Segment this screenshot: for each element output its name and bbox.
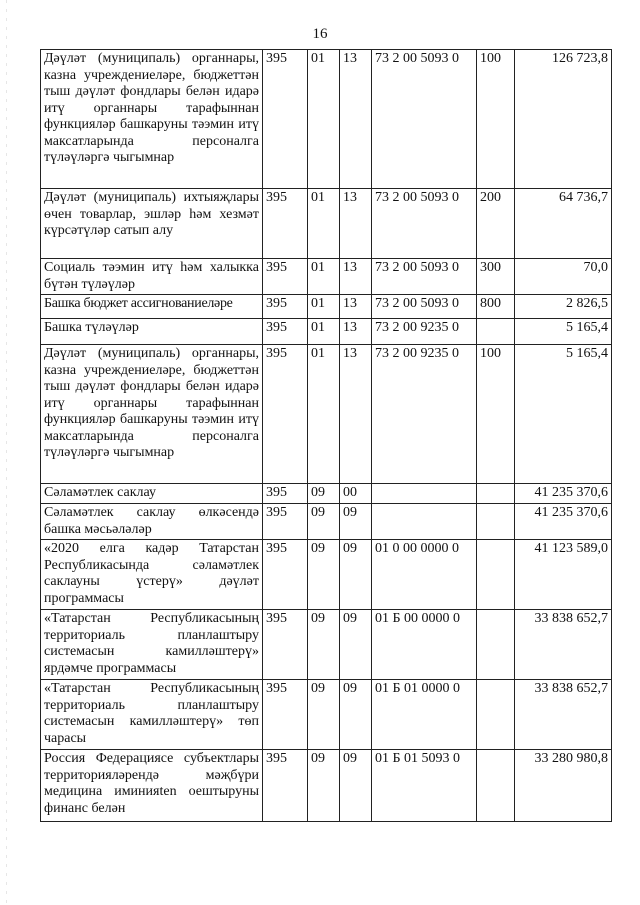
- row-section: 09: [308, 610, 340, 680]
- row-amount: 64 736,7: [515, 189, 612, 259]
- row-section: 09: [308, 540, 340, 610]
- row-subsection: 00: [340, 484, 372, 504]
- table-row: [41, 504, 612, 540]
- row-target: 73 2 00 9235 0: [372, 345, 477, 484]
- row-name: «2020 елга кадәр Татарстан Республикасында сәламәтлек саклауны үстерү» дәүләт программасы: [41, 540, 263, 610]
- row-ministry: 395: [263, 540, 308, 610]
- row-vid: [477, 484, 515, 504]
- row-target: [372, 484, 477, 504]
- row-ministry: 395: [263, 259, 308, 295]
- row-name: Дәүләт (муниципаль) органнары, казна учреждениеләре, бюджеттән тыш дәүләт фондлары белән идарә итү органнары тарафыннан функцияләр башкаруны тәэмин итү максатларында персоналга түләүләргә чыгымнар: [41, 345, 263, 484]
- table-row: [41, 750, 612, 822]
- table-row: [41, 484, 612, 504]
- row-ministry: 395: [263, 504, 308, 540]
- row-amount: 33 838 652,7: [515, 680, 612, 750]
- row-subsection: 09: [340, 680, 372, 750]
- table-row: [41, 610, 612, 680]
- row-section: 09: [308, 484, 340, 504]
- row-target: 73 2 00 5093 0: [372, 50, 477, 189]
- row-ministry: 395: [263, 50, 308, 189]
- table-row: [41, 295, 612, 319]
- row-name: Дәүләт (муниципаль) органнары, казна учреждениеләре, бюджеттән тыш дәүләт фондлары белән идарә итү органнары тарафыннан функцияләр башкаруны тәэмин итү максатларында персоналга түләүләргә чыгымнар: [41, 50, 263, 189]
- row-vid: [477, 504, 515, 540]
- row-vid: 800: [477, 295, 515, 319]
- row-vid: 100: [477, 345, 515, 484]
- row-amount: 70,0: [515, 259, 612, 295]
- row-name: Дәүләт (муниципаль) ихтыяҗлары өчен товарлар, эшләр һәм хезмәт күрсәтүләр сатып алу: [41, 189, 263, 259]
- row-vid: [477, 610, 515, 680]
- table-row: [41, 319, 612, 345]
- row-amount: 41 123 589,0: [515, 540, 612, 610]
- row-vid: [477, 680, 515, 750]
- table-row: [41, 50, 612, 189]
- row-section: 01: [308, 345, 340, 484]
- row-ministry: 395: [263, 750, 308, 822]
- row-subsection: 09: [340, 540, 372, 610]
- row-target: [372, 504, 477, 540]
- row-vid: 200: [477, 189, 515, 259]
- row-section: 01: [308, 189, 340, 259]
- row-subsection: 13: [340, 319, 372, 345]
- row-section: 01: [308, 50, 340, 189]
- row-vid: [477, 319, 515, 345]
- row-amount: 5 165,4: [515, 319, 612, 345]
- row-target: 01 Б 01 0000 0: [372, 680, 477, 750]
- row-vid: 100: [477, 50, 515, 189]
- scan-edge-artifact: [6, 0, 7, 905]
- row-target: 73 2 00 5093 0: [372, 295, 477, 319]
- page-number: 16: [312, 26, 328, 42]
- row-name: «Татарстан Республикасының территориаль планлаштыру системасын камилләштерү» төп чарасы: [41, 680, 263, 750]
- row-name: Башка түләүләр: [41, 319, 263, 345]
- row-amount: 33 838 652,7: [515, 610, 612, 680]
- row-subsection: 13: [340, 189, 372, 259]
- row-amount: 2 826,5: [515, 295, 612, 319]
- row-amount: 41 235 370,6: [515, 504, 612, 540]
- row-target: 01 Б 01 5093 0: [372, 750, 477, 822]
- row-vid: [477, 750, 515, 822]
- row-amount: 126 723,8: [515, 50, 612, 189]
- table-row: [41, 680, 612, 750]
- table-row: [41, 540, 612, 610]
- row-ministry: 395: [263, 295, 308, 319]
- table-row: [41, 189, 612, 259]
- budget-table: [40, 49, 612, 822]
- row-vid: 300: [477, 259, 515, 295]
- row-name: «Татарстан Республикасының территориаль планлаштыру системасын камилләштерү» ярдәмче программасы: [41, 610, 263, 680]
- row-subsection: 13: [340, 345, 372, 484]
- row-amount: 33 280 980,8: [515, 750, 612, 822]
- row-subsection: 09: [340, 610, 372, 680]
- row-subsection: 09: [340, 504, 372, 540]
- row-vid: [477, 540, 515, 610]
- row-subsection: 13: [340, 259, 372, 295]
- row-target: 01 0 00 0000 0: [372, 540, 477, 610]
- row-target: 73 2 00 9235 0: [372, 319, 477, 345]
- row-section: 09: [308, 750, 340, 822]
- row-ministry: 395: [263, 345, 308, 484]
- table-row: [41, 259, 612, 295]
- row-subsection: 09: [340, 750, 372, 822]
- row-name: Башка бюджет ассигнованиеләре: [41, 295, 263, 319]
- row-section: 09: [308, 504, 340, 540]
- row-section: 01: [308, 295, 340, 319]
- row-name: Социаль тәэмин итү һәм халыкка бүтән түләүләр: [41, 259, 263, 295]
- row-target: 73 2 00 5093 0: [372, 259, 477, 295]
- row-name: Россия Федерациясе субъектлары территорияләрендә мәҗбүри медицина иминияten оештыруны финанс белән: [41, 750, 263, 822]
- row-ministry: 395: [263, 189, 308, 259]
- row-ministry: 395: [263, 610, 308, 680]
- row-name: Сәламәтлек саклау өлкәсендә башка мәсьәләләр: [41, 504, 263, 540]
- row-amount: 41 235 370,6: [515, 484, 612, 504]
- row-ministry: 395: [263, 680, 308, 750]
- row-subsection: 13: [340, 50, 372, 189]
- row-target: 73 2 00 5093 0: [372, 189, 477, 259]
- row-ministry: 395: [263, 319, 308, 345]
- row-section: 09: [308, 680, 340, 750]
- table-row: [41, 345, 612, 484]
- row-section: 01: [308, 259, 340, 295]
- row-subsection: 13: [340, 295, 372, 319]
- row-name: Сәламәтлек саклау: [41, 484, 263, 504]
- row-amount: 5 165,4: [515, 345, 612, 484]
- row-ministry: 395: [263, 484, 308, 504]
- row-target: 01 Б 00 0000 0: [372, 610, 477, 680]
- row-section: 01: [308, 319, 340, 345]
